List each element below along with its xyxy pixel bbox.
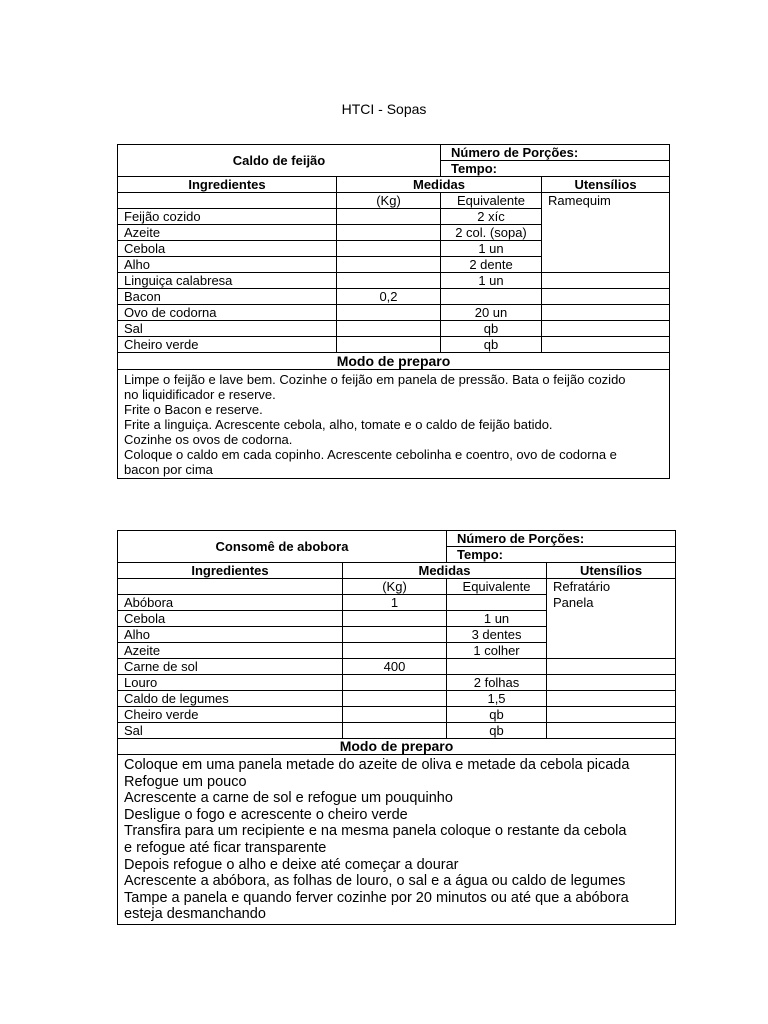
- ingredient-kg: [337, 257, 441, 273]
- ingredient-kg: 0,2: [337, 289, 441, 305]
- ingredient-name: Azeite: [118, 225, 337, 241]
- method-line: esteja desmanchando: [124, 906, 266, 923]
- blank-cell: [547, 707, 676, 723]
- ingredient-equiv: [447, 595, 547, 611]
- ingredient-equiv: 1 un: [447, 611, 547, 627]
- ingredient-row: [118, 321, 670, 337]
- blank-cell: [542, 337, 670, 353]
- ingredient-row: [118, 707, 676, 723]
- blank-cell: [542, 321, 670, 337]
- col-utensils: Utensílios: [542, 177, 670, 193]
- method-line: Refogue um pouco: [124, 773, 247, 790]
- utensils-cell: [542, 193, 670, 273]
- ingredient-kg: [337, 241, 441, 257]
- ingredient-name: Linguiça calabresa: [118, 273, 337, 289]
- ingredient-kg: [337, 225, 441, 241]
- ingredient-row: [118, 659, 676, 675]
- utensils-cell: [547, 579, 676, 659]
- method-line: Desligue o fogo e acrescente o cheiro verde: [124, 806, 408, 823]
- recipe-title: Consomê de abobora: [118, 531, 447, 563]
- ingredient-equiv: qb: [441, 321, 542, 337]
- method-line: e refogue até ficar transparente: [124, 839, 327, 856]
- ingredient-name: Cheiro verde: [118, 707, 343, 723]
- blank-cell: [547, 723, 676, 739]
- blank-cell: [547, 675, 676, 691]
- ingredient-equiv: 2 folhas: [447, 675, 547, 691]
- ingredient-kg: [337, 337, 441, 353]
- ingredient-name: Caldo de legumes: [118, 691, 343, 707]
- ingredient-name: Cebola: [118, 241, 337, 257]
- method-line: bacon por cima: [124, 462, 213, 477]
- ingredient-name: Carne de sol: [118, 659, 343, 675]
- method-line: Frite a linguiça. Acrescente cebola, alho, tomate e o caldo de feijão batido.: [124, 417, 553, 432]
- portions-label: Número de Porções:: [447, 531, 676, 547]
- ingredient-name: Feijão cozido: [118, 209, 337, 225]
- col-measures: Medidas: [343, 563, 547, 579]
- ingredient-equiv: qb: [447, 707, 547, 723]
- method-line: Acrescente a abóbora, as folhas de louro, o sal e a água ou caldo de legumes: [124, 873, 626, 890]
- ingredient-equiv: 1 un: [441, 273, 542, 289]
- ingredient-row: [118, 337, 670, 353]
- ingredient-name: Bacon: [118, 289, 337, 305]
- ingredient-equiv: 1 colher: [447, 643, 547, 659]
- ingredient-name: Alho: [118, 257, 337, 273]
- ingredient-kg: [343, 707, 447, 723]
- blank-cell: [547, 691, 676, 707]
- ingredient-kg: [343, 691, 447, 707]
- method-text: [118, 755, 676, 925]
- ingredient-equiv: [447, 659, 547, 675]
- method-line: Coloque em uma panela metade do azeite de oliva e metade da cebola picada: [124, 757, 630, 773]
- time-label: Tempo:: [447, 547, 676, 563]
- ingredient-row: [118, 691, 676, 707]
- blank-cell: [542, 305, 670, 321]
- ingredient-row: [118, 273, 670, 289]
- ingredient-equiv: 20 un: [441, 305, 542, 321]
- blank-cell: [118, 193, 337, 209]
- blank-cell: [118, 579, 343, 595]
- ingredient-name: Sal: [118, 321, 337, 337]
- recipe-table-caldo-de-feijao: [117, 144, 670, 479]
- col-measures: Medidas: [337, 177, 542, 193]
- method-line: no liquidificador e reserve.: [124, 387, 276, 402]
- time-label: Tempo:: [441, 161, 670, 177]
- method-line: Limpe o feijão e lave bem. Cozinhe o feijão em panela de pressão. Bata o feijão cozido: [124, 372, 626, 387]
- ingredient-name: Cheiro verde: [118, 337, 337, 353]
- ingredient-equiv: 1,5: [447, 691, 547, 707]
- recipe-table-consome-de-abobora: [117, 530, 676, 925]
- recipe-title: Caldo de feijão: [118, 145, 441, 177]
- ingredient-name: Louro: [118, 675, 343, 691]
- page-title: HTCI - Sopas: [341, 101, 427, 117]
- ingredient-row: [118, 305, 670, 321]
- ingredient-equiv: qb: [447, 723, 547, 739]
- ingredient-equiv: qb: [441, 337, 542, 353]
- ingredient-kg: [337, 321, 441, 337]
- ingredient-kg: 1: [343, 595, 447, 611]
- sub-equiv: Equivalente: [441, 193, 542, 209]
- ingredient-name: Sal: [118, 723, 343, 739]
- utensil-item: Panela: [553, 595, 594, 610]
- method-line: Tampe a panela e quando ferver cozinhe por 20 minutos ou até que a abóbora: [124, 889, 629, 906]
- sub-kg: (Kg): [337, 193, 441, 209]
- blank-cell: [542, 289, 670, 305]
- method-line: Depois refogue o alho e deixe até começar a dourar: [124, 856, 459, 873]
- ingredient-equiv: [441, 289, 542, 305]
- ingredient-equiv: 2 xíc: [441, 209, 542, 225]
- method-line: Coloque o caldo em cada copinho. Acrescente cebolinha e coentro, ovo de codorna e: [124, 447, 617, 462]
- method-line: Transfira para um recipiente e na mesma panela coloque o restante da cebola: [124, 823, 627, 840]
- ingredient-kg: [337, 305, 441, 321]
- ingredient-equiv: 2 dente: [441, 257, 542, 273]
- ingredient-name: Azeite: [118, 643, 343, 659]
- ingredient-kg: [343, 723, 447, 739]
- ingredient-kg: [343, 627, 447, 643]
- col-ingredients: Ingredientes: [118, 563, 343, 579]
- ingredient-row: [118, 289, 670, 305]
- method-line: Acrescente a carne de sol e refogue um pouquinho: [124, 790, 453, 807]
- ingredient-name: Alho: [118, 627, 343, 643]
- method-heading: Modo de preparo: [118, 739, 676, 755]
- ingredient-name: Cebola: [118, 611, 343, 627]
- ingredient-name: Ovo de codorna: [118, 305, 337, 321]
- method-heading: Modo de preparo: [118, 353, 670, 370]
- utensil-item: Refratário: [553, 579, 611, 594]
- sub-equiv: Equivalente: [447, 579, 547, 595]
- method-line: Cozinhe os ovos de codorna.: [124, 432, 293, 447]
- portions-label: Número de Porções:: [441, 145, 670, 161]
- sub-kg: (Kg): [343, 579, 447, 595]
- utensil-item: Ramequim: [548, 193, 611, 208]
- blank-cell: [542, 273, 670, 289]
- ingredient-kg: 400: [343, 659, 447, 675]
- method-line: Frite o Bacon e reserve.: [124, 402, 263, 417]
- col-utensils: Utensílios: [547, 563, 676, 579]
- ingredient-kg: [337, 273, 441, 289]
- ingredient-name: Abóbora: [118, 595, 343, 611]
- ingredient-kg: [343, 611, 447, 627]
- col-ingredients: Ingredientes: [118, 177, 337, 193]
- ingredient-equiv: 1 un: [441, 241, 542, 257]
- ingredient-equiv: 3 dentes: [447, 627, 547, 643]
- method-text: [118, 370, 670, 479]
- ingredient-kg: [343, 643, 447, 659]
- ingredient-row: [118, 723, 676, 739]
- ingredient-row: [118, 675, 676, 691]
- blank-cell: [547, 659, 676, 675]
- ingredient-equiv: 2 col. (sopa): [441, 225, 542, 241]
- ingredient-kg: [337, 209, 441, 225]
- ingredient-kg: [343, 675, 447, 691]
